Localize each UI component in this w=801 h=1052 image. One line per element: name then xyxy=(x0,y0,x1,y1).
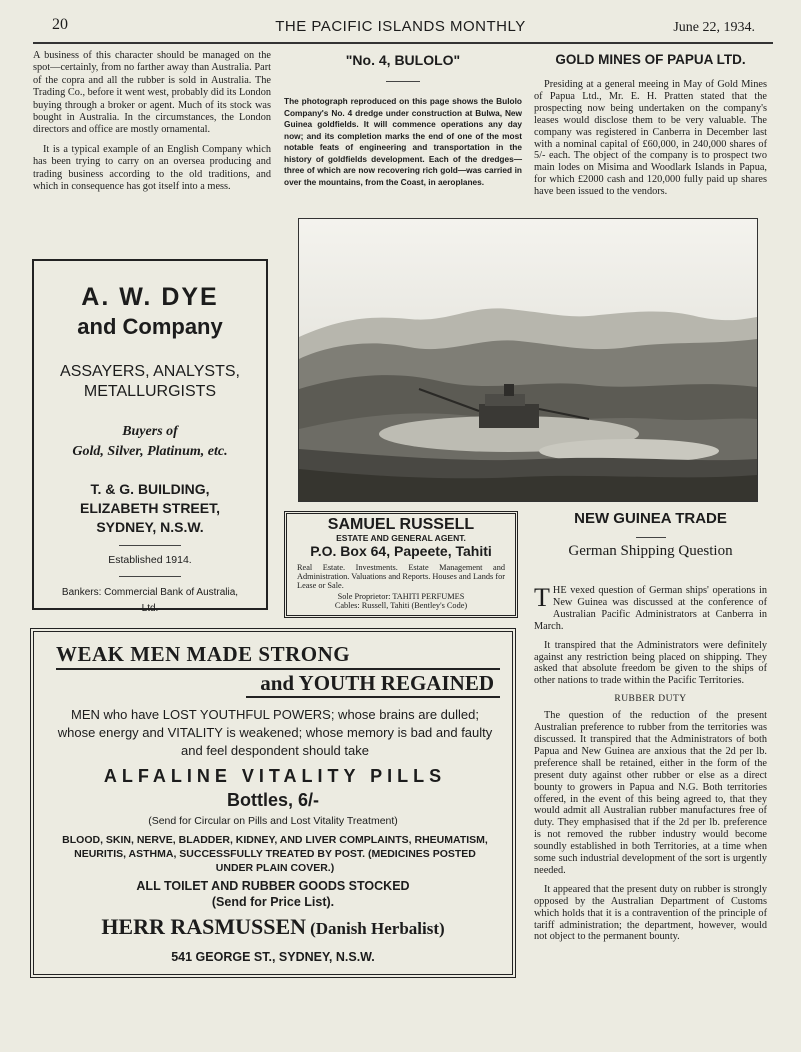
established: Established 1914. xyxy=(108,554,192,566)
herbalist-line xyxy=(34,914,512,940)
toilet-goods: ALL TOILET AND RUBBER GOODS STOCKED xyxy=(136,879,410,893)
address xyxy=(34,480,266,537)
ad-body: MEN who have LOST YOUTHFUL POWERS; whose brains are dulled; whose energy and VITALITY is weakened; whose memory is bad and faulty and feel despondent should take xyxy=(57,707,493,758)
paragraph: It transpired that the Administrators were definitely against any restriction being placed on shipping. They asked that absolute freedom be given to the ships of other nations to trade within the Pacific Territories. xyxy=(534,639,767,687)
herbalist-name: HERR RASMUSSEN xyxy=(101,914,307,939)
company-trade: ASSAYERS, ANALYSTS, METALLURGISTS xyxy=(60,363,240,400)
section-subhead: RUBBER DUTY xyxy=(614,694,687,705)
issue-date: June 22, 1934. xyxy=(673,20,755,35)
company-name-suffix: and Company xyxy=(77,314,223,339)
paragraph: The question of the reduction of the present Australian preference to rubber from the territories was discussed. It transpired that the Administrators of both Papua and New Guinea are anxious that the 2d per lb. preference shall be retained, either in the form of the present duty against other rubber or else as a direct bounty to growers in Papua and N.G. Both territories offered, in the event of this being agreed to, that they would admit all Australian rubber manufactures free of duty. They emphasised that if the 2d per lb. preference is not removed the rubber industry would become soundly established in both Territories, at a time when some such industrial development of the sort is urgently needed. xyxy=(534,710,767,876)
divider xyxy=(119,545,181,546)
dye-advertisement xyxy=(32,259,268,614)
divider xyxy=(386,81,420,82)
address-line: ELIZABETH STREET, xyxy=(79,500,220,516)
paragraph: THE vexed question of German ships' operations in New Guinea was discussed at the conference of Australian Pacific Administrators at Canberra in March. xyxy=(534,583,767,632)
rasmussen-advertisement xyxy=(30,628,516,978)
new-guinea-article-body xyxy=(534,585,767,950)
article-subheadline: German Shipping Question xyxy=(568,543,733,559)
article-headline: NEW GUINEA TRADE xyxy=(574,510,727,527)
complaints: BLOOD, SKIN, NERVE, BLADDER, KIDNEY, AND LIVER COMPLAINTS, RHEUMATISM, NEURITIS, ASTHMA, SUCCESSFULLY TREATED BY POST. (MEDICINES POSTED UNDER PLAIN COVER.) xyxy=(62,834,488,874)
article-headline: "No. 4, BULOLO" xyxy=(345,52,461,68)
publication-title: THE PACIFIC ISLANDS MONTHLY xyxy=(275,18,526,35)
drop-cap: T xyxy=(534,583,550,612)
bulolo-article xyxy=(284,52,522,188)
page-number: 20 xyxy=(52,16,68,33)
services: Real Estate. Investments. Estate Management and Administration. Valuations and Reports. Houses and Lands for Lease or Sale. xyxy=(297,563,505,590)
herbalist-title: (Danish Herbalist) xyxy=(310,919,445,938)
po-box: P.O. Box 64, Papeete, Tahiti xyxy=(310,543,492,559)
cables: Cables: Russell, Tahiti (Bentley's Code) xyxy=(334,601,468,610)
company-name: A. W. DYE xyxy=(81,283,219,311)
divider xyxy=(119,576,181,577)
circular-note: (Send for Circular on Pills and Lost Vitality Treatment) xyxy=(148,815,398,827)
page-header xyxy=(0,16,801,44)
headline-rule xyxy=(56,668,500,670)
paragraph: It appeared that the present duty on rubber is strongly opposed by the Australian Department of Customs which holds that it is a contravention of the principle of tariff administration; the department, however, would not object to the permanent bounty. xyxy=(534,883,767,943)
headline: WEAK MEN MADE STRONG xyxy=(56,642,351,666)
address-line: SYDNEY, N.S.W. xyxy=(96,519,204,535)
article-continuation xyxy=(33,50,271,200)
photo-caption: The photograph reproduced on this page shows the Bulolo Company's No. 4 dredge under construction at Bulwa, New Guinea goldfields. It will commence operations any day now; and its completion marks the end of one of the most notable feats of engineering and transportation in the history of goldfields development. Each of the dredges—three of which are now recovering rich gold—was carried in over the mountains, from the Coast, in aeroplanes. xyxy=(284,96,522,187)
dredge-photograph xyxy=(298,218,758,502)
price-list: (Send for Price List). xyxy=(211,895,335,909)
paragraph: It is a typical example of an English Company which has been trying to carry on an oversea producing and trading business according to the old traditions, and which in consequence has got itself into a mess. xyxy=(33,143,271,193)
buyers-line: Buyers of xyxy=(122,424,178,439)
dredge-photo-image xyxy=(299,219,757,501)
russell-advertisement xyxy=(284,511,518,618)
header-rule xyxy=(33,42,773,44)
product-name: ALFALINE VITALITY PILLS xyxy=(103,766,447,786)
company-name: SAMUEL RUSSELL xyxy=(327,516,475,533)
paragraph: Presiding at a general meeing in May of Gold Mines of Papua Ltd., Mr. E. H. Pratten stated that the prospecting now being undertaken on the company's leases would disclose them to be very valuable. The company was registered in Canberra in December last with a nominal capital of £60,000, in 240,000 shares of 5/- each. The object of the company is to prospect two main lodes on Misima and Woodlark Islands in Papua, for which £2000 cash and 120,000 fully paid up shares have been issued to the vendors. xyxy=(534,79,767,198)
new-guinea-article-head xyxy=(534,510,767,560)
headline-rule xyxy=(246,696,500,698)
address-line: T. & G. BUILDING, xyxy=(90,481,210,497)
proprietor: Sole Proprietor: TAHITI PERFUMES xyxy=(337,592,465,601)
divider xyxy=(636,537,666,538)
buyers-items: Gold, Silver, Platinum, etc. xyxy=(72,444,228,459)
company-role: ESTATE AND GENERAL AGENT. xyxy=(336,533,466,543)
article-body xyxy=(534,79,767,198)
article-headline: GOLD MINES OF PAPUA LTD. xyxy=(555,52,746,67)
price: Bottles, 6/- xyxy=(226,790,319,810)
papua-article xyxy=(534,52,767,198)
herbalist-address: 541 GEORGE ST., SYDNEY, N.S.W. xyxy=(171,950,375,964)
bankers: Bankers: Commercial Bank of Australia, Ltd. xyxy=(61,587,239,614)
headline: and YOUTH REGAINED xyxy=(260,671,494,695)
paragraph: A business of this character should be managed on the spot—certainly, from no farther away than Australia. Part of the copra and all the rubber is sold in Australia. The Trading Co., before it went west, probably did its London buying through a broker or agent. Much of its stock was bought in Australia. In the circumstances, the London directors and office are mostly ornamental. xyxy=(33,50,271,136)
